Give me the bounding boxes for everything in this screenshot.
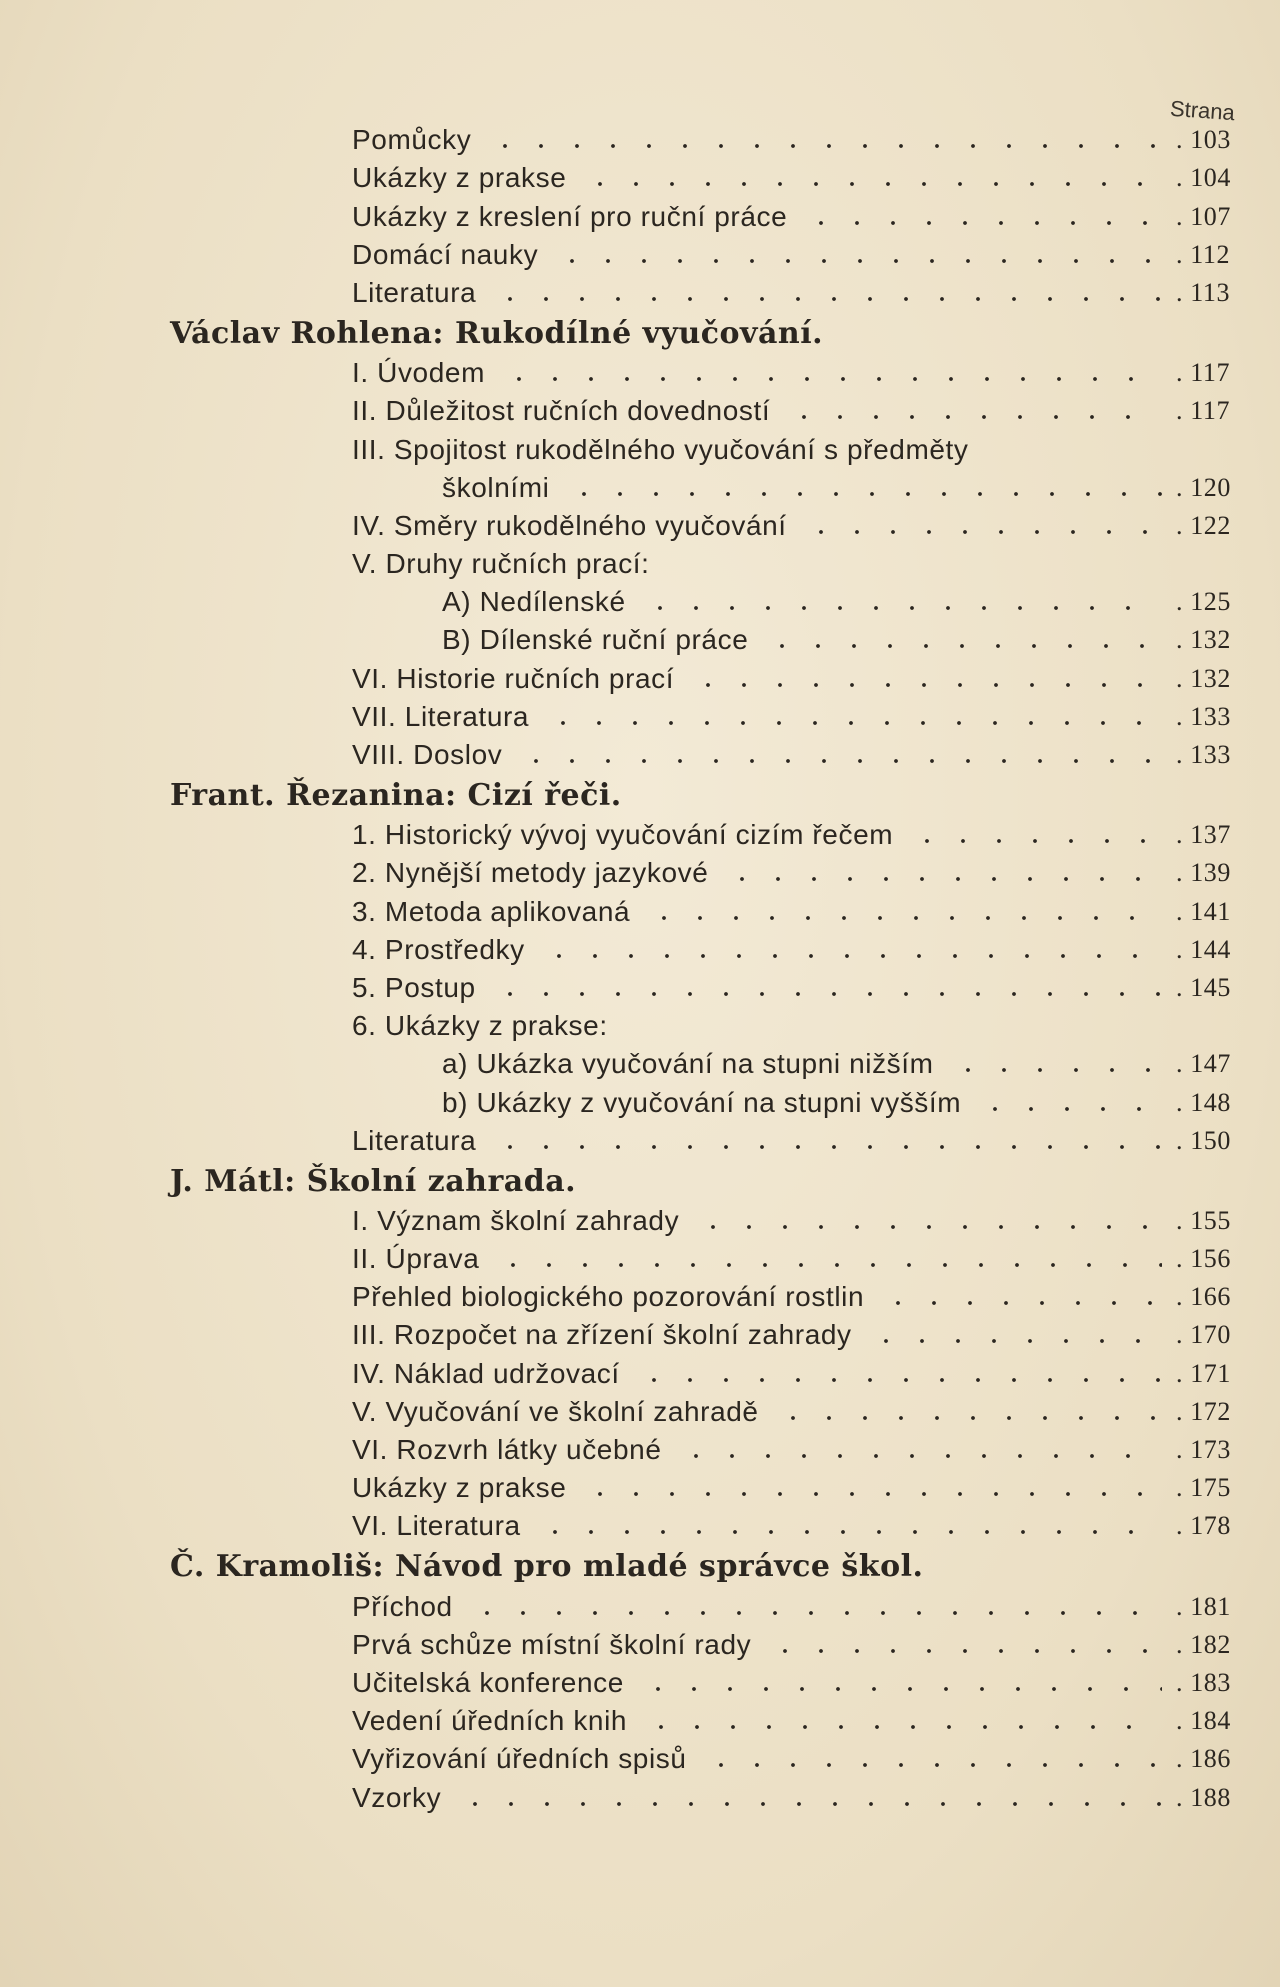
toc-entry-page-number: . 107 [1176,201,1238,233]
toc-entry-label: 4. Prostředky [352,933,525,965]
dot-leader [477,144,1162,148]
toc-entry [0,1623,1280,1661]
dot-leader [485,1263,1162,1267]
toc-entry [0,1699,1280,1737]
dot-leader [899,839,1162,843]
dot-leader [630,1687,1162,1691]
dot-leader [870,1301,1162,1305]
dot-leader [685,1225,1162,1229]
toc-entry [0,1504,1280,1542]
toc-entry-page-number: . 170 [1176,1319,1238,1351]
toc-entry-page-number: . 133 [1176,701,1238,733]
section-heading: Č. Kramoliš: Návod pro mladé správce škol. [170,1549,924,1585]
toc-entry [0,1428,1280,1466]
dot-leader [940,1068,1162,1072]
toc-entry-label: Učitelská konference [352,1666,624,1698]
toc-entry-label: VI. Historie ručních prací [352,662,675,694]
toc-entry [0,466,1280,504]
dot-leader [572,182,1162,186]
dot-leader [531,954,1162,958]
toc-entry-label: I. Úvodem [352,357,485,389]
toc-entry [0,389,1280,427]
toc-entry-label: b) Ukázky z vyučování na stupni vyšším [442,1086,962,1118]
toc-entry-label: Vzorky [352,1781,442,1813]
toc-entry [0,1775,1280,1813]
dot-leader [757,1649,1162,1653]
toc-entry-label: a) Ukázka vyučování na stupni nižším [442,1048,934,1080]
toc-entry [0,504,1280,542]
toc-entry-label: Ukázky z prakse [352,162,567,194]
toc-entry [0,1313,1280,1351]
toc-entry-page-number: . 144 [1176,934,1238,966]
toc-entry-page-number: . 186 [1176,1743,1238,1775]
toc-entry-page-number: . 166 [1176,1281,1238,1313]
toc-entry [0,656,1280,694]
toc-entry-page-number: . 132 [1176,624,1238,656]
dot-leader [482,1145,1162,1149]
dot-leader [668,1454,1163,1458]
toc-entry-page-number: . 104 [1176,162,1238,194]
toc-entry-label: I. Význam školní zahrady [352,1204,680,1236]
toc-entry-label: Ukázky z prakse [352,1472,567,1504]
toc-entry-label: Vedení úředních knih [352,1705,628,1737]
toc-entry-page-number: . 173 [1176,1434,1238,1466]
toc-entry-page-number: . 103 [1176,124,1238,156]
toc-entry-page-number: . 181 [1176,1591,1238,1623]
toc-entry-label: VII. Literatura [352,700,530,732]
dot-leader [459,1611,1162,1615]
toc-entry [0,233,1280,271]
toc-entry-label: V. Druhy ručních prací: [352,548,650,580]
toc-entry-page-number: . 145 [1176,972,1238,1004]
toc-entry [0,1042,1280,1080]
toc-entry [0,966,1280,1004]
toc-entry [0,889,1280,927]
toc-entry-label: 6. Ukázky z prakse: [352,1010,608,1042]
toc-entry-label: 2. Nynější metody jazykové [352,857,709,889]
toc-entry [0,1466,1280,1504]
toc-entry-page-number: . 156 [1176,1243,1238,1275]
toc-entry-label: IV. Náklad udržovací [352,1357,620,1389]
toc-entry-page-number: . 148 [1176,1087,1238,1119]
toc-entry-label: VIII. Doslov [352,739,503,770]
toc-entry-label: 3. Metoda aplikovaná [352,895,631,927]
toc-entry-page-number: . 120 [1176,472,1238,504]
dot-leader [754,644,1162,648]
toc-entry-page-number: . 147 [1176,1048,1238,1080]
toc-entry-label: VI. Literatura [352,1510,521,1542]
toc-entry-page-number: . 183 [1176,1667,1238,1699]
toc-entry-page-number: . 133 [1176,739,1238,771]
dot-leader [482,992,1162,996]
page-column-header: Strana [1169,95,1236,126]
dot-leader [680,683,1162,687]
toc-entry [0,695,1280,733]
section-heading: Václav Rohlena: Rukodílné vyučování. [170,315,824,351]
toc-entry-label: Pomůcky [352,124,472,156]
toc-entry [0,194,1280,232]
dot-leader [765,1416,1162,1420]
toc-entry-page-number: . 125 [1176,586,1238,618]
section-heading: J. Mátl: Školní zahrada. [170,1163,577,1199]
toc-entry [0,813,1280,851]
toc-entry-label: IV. Směry rukodělného vyučování [352,509,787,541]
toc-entry-label: Prvá schůze místní školní rady [352,1628,752,1660]
toc-entry [0,542,1280,580]
toc-entry [0,580,1280,618]
toc-entry-label: V. Vyučování ve školní zahradě [352,1395,759,1427]
toc-entry [0,351,1280,389]
toc-entry [0,1080,1280,1118]
toc-entry [0,1390,1280,1428]
dot-leader [508,759,1162,763]
toc-entry-page-number: . 175 [1176,1472,1238,1504]
toc-entry-label: B) Dílenské ruční práce [442,624,749,656]
dot-leader [544,259,1162,263]
dot-leader [693,1763,1162,1767]
toc-entry [0,1119,1280,1157]
toc-entry [0,1661,1280,1699]
section-heading: Frant. Řezanina: Cizí řeči. [170,778,622,813]
dot-leader [793,530,1162,534]
toc-entry-label: Přehled biologického pozorování rostlin [352,1281,865,1313]
toc-entry [0,118,1280,156]
toc-entry-label: Ukázky z kreslení pro ruční práce [352,200,788,232]
toc-entry-label: Literatura [352,1124,477,1156]
dot-leader [535,721,1162,725]
dot-leader [633,1725,1162,1729]
toc-entry-page-number: . 137 [1176,819,1238,851]
toc-entry-page-number: . 112 [1176,239,1238,271]
dot-leader [527,1530,1162,1534]
table-of-contents [0,118,1280,1814]
dot-leader [482,297,1162,301]
toc-entry [0,156,1280,194]
dot-leader [636,916,1162,920]
dot-leader [776,415,1162,419]
toc-entry [0,1584,1280,1622]
dot-leader [491,377,1162,381]
toc-entry-page-number: . 182 [1176,1629,1238,1661]
toc-entry-page-number: . 117 [1176,395,1238,427]
dot-leader [858,1339,1162,1343]
toc-entry-label: Domácí nauky [352,238,539,270]
toc-entry [0,1199,1280,1237]
toc-entry-label: Příchod [352,1590,453,1622]
dot-leader [447,1802,1162,1806]
toc-entry-label: A) Nedílenské [442,586,626,618]
toc-entry-page-number: . 150 [1176,1125,1238,1157]
dot-leader [572,1492,1162,1496]
toc-entry-page-number: . 172 [1176,1396,1238,1428]
toc-entry [0,1275,1280,1313]
dot-leader [793,221,1162,225]
toc-entry [0,1737,1280,1775]
toc-entry [0,618,1280,656]
toc-entry-page-number: . 171 [1176,1358,1238,1390]
toc-entry-page-number: . 141 [1176,896,1238,928]
toc-entry-page-number: . 139 [1176,857,1238,889]
toc-entry-label: III. Rozpočet na zřízení školní zahrady [352,1319,852,1351]
toc-entry [0,1004,1280,1042]
toc-entry-page-number: . 122 [1176,510,1238,542]
toc-entry-page-number: . 155 [1176,1205,1238,1237]
dot-leader [967,1107,1162,1111]
toc-entry [0,851,1280,889]
toc-entry-label: Literatura [352,276,477,308]
toc-entry-label: VI. Rozvrh látky učebné [352,1434,662,1465]
toc-entry [0,733,1280,771]
toc-entry-page-number: . 113 [1176,277,1238,309]
toc-entry-label: III. Spojitost rukodělného vyučování s předměty [352,433,969,465]
toc-entry [0,271,1280,309]
toc-entry-label: 1. Historický vývoj vyučování cizím řečem [352,819,894,851]
toc-entry [0,928,1280,966]
toc-entry-page-number: . 178 [1176,1510,1238,1542]
dot-leader [632,606,1162,610]
dot-leader [626,1378,1162,1382]
toc-entry-label: II. Úprava [352,1243,480,1275]
toc-entry-page-number: . 117 [1176,357,1238,389]
toc-entry [0,1351,1280,1389]
toc-entry [0,1237,1280,1275]
toc-entry-label: školními [442,471,550,503]
toc-entry [0,427,1280,465]
toc-entry-page-number: . 184 [1176,1705,1238,1737]
toc-entry-label: 5. Postup [352,971,476,1003]
dot-leader [556,492,1163,496]
toc-entry-page-number: . 188 [1176,1782,1238,1814]
dot-leader [714,877,1162,881]
toc-entry-label: Vyřizování úředních spisů [352,1743,687,1775]
toc-entry-page-number: . 132 [1176,663,1238,695]
toc-entry-label: II. Důležitost ručních dovedností [352,395,771,427]
